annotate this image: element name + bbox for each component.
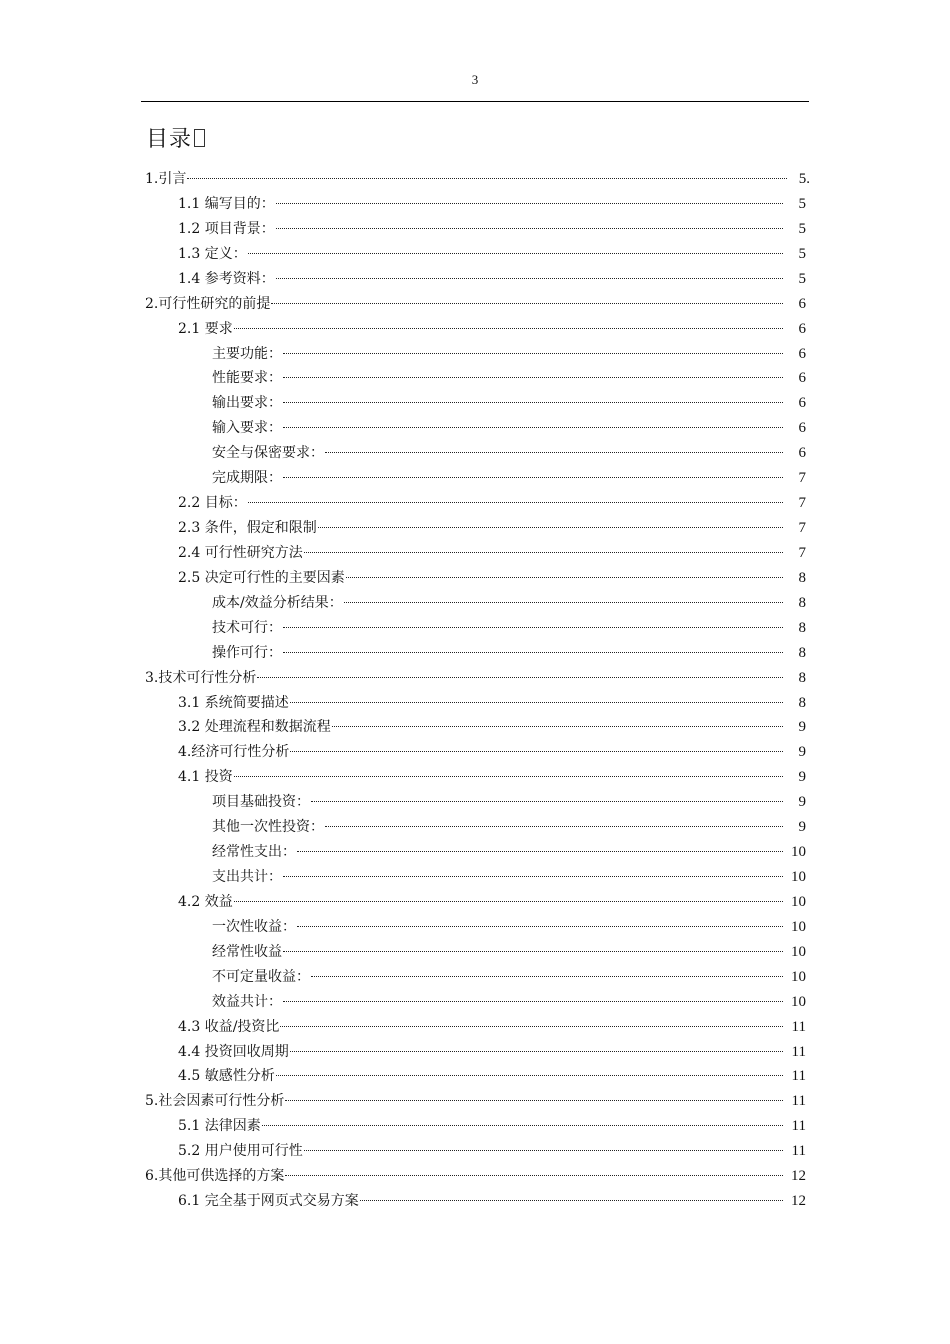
toc-entry-page: 5 [798,270,806,287]
toc-entry-page: 12 [791,1193,806,1210]
toc-entry[interactable] [212,815,806,840]
toc-entry-page: 10 [791,918,806,935]
toc-dot-leader [283,353,783,354]
toc-entry-label: 1.4 参考资料： [178,270,275,287]
toc-entry-page: 11 [791,1068,806,1085]
toc-dot-leader [290,751,783,752]
toc-dot-leader [285,1175,783,1176]
toc-dot-leader [360,1200,783,1201]
toc-entry-label: 2.2 目标： [178,495,247,512]
toc-entry-page: 10 [791,893,806,910]
toc-title-text: 目录 [146,127,193,152]
toc-entry-label: 5.1 法律因素 [178,1118,261,1135]
toc-entry-page: 11 [791,1118,806,1135]
toc-entry-page: 12 [791,1168,806,1185]
toc-entry[interactable] [145,1089,806,1114]
toc-entry[interactable] [145,167,810,192]
toc-dot-leader [276,228,783,229]
toc-entry-label: 6.其他可供选择的方案 [145,1168,285,1185]
toc-entry[interactable] [212,616,806,641]
toc-entry-label: 5.2 用户使用可行性 [178,1143,303,1160]
toc-entry-label: 1.2 项目背景： [178,220,275,237]
toc-entry-label: 不可定量收益： [212,968,310,985]
toc-entry-label: 项目基础投资： [212,794,310,811]
toc-dot-leader [304,552,783,553]
toc-entry-page: 6 [798,320,806,337]
toc-dot-leader [248,502,783,503]
toc-dot-leader [290,1051,783,1052]
toc-dot-leader [283,377,783,378]
toc-entry[interactable] [212,990,806,1015]
toc-entry[interactable] [212,416,806,441]
toc-entry-page: 8 [798,694,806,711]
toc-entry-page: 5 [798,220,806,237]
toc-entry[interactable] [178,317,806,342]
toc-entry[interactable] [178,491,806,516]
toc-entry-label: 6.1 完全基于网页式交易方案 [178,1193,359,1210]
toc-dot-leader [262,1125,783,1126]
toc-entry-page: 10 [791,844,806,861]
toc-entry-page: 9 [798,769,806,786]
toc-entry-label: 4.1 投资 [178,769,233,786]
toc-entry[interactable] [212,940,806,965]
toc-entry-page: 11 [791,1043,806,1060]
toc-entry[interactable] [178,765,806,790]
toc-dot-leader [311,801,783,802]
toc-entry[interactable] [178,1189,806,1214]
toc-entry-label: 4.3 收益/投资比 [178,1018,280,1035]
toc-entry-label: 主要功能： [212,345,282,362]
toc-entry-label: 支出共计： [212,869,282,886]
toc-dot-leader [297,926,783,927]
toc-entry[interactable] [178,217,806,242]
toc-entry[interactable] [212,915,806,940]
toc-entry-page: 10 [791,869,806,886]
toc-entry[interactable] [178,242,806,267]
toc-dot-leader [346,577,783,578]
toc-entry[interactable] [178,1064,806,1089]
toc-dot-leader [276,203,783,204]
toc-entry-page: 6 [798,445,806,462]
toc-entry-page: 8 [798,594,806,611]
toc-entry-label: 2.3 条件，假定和限制 [178,520,317,537]
toc-entry-page: 7 [798,544,806,561]
toc-entry-page: 6 [798,370,806,387]
toc-entry-page: 6 [798,395,806,412]
toc-entry[interactable] [212,790,806,815]
toc-dot-leader [234,328,783,329]
toc-entry-page: 11 [791,1018,806,1035]
toc-entry-label: 3.1 系统简要描述 [178,694,289,711]
toc-entry-page: 6 [798,295,806,312]
toc-entry[interactable] [178,541,806,566]
toc-entry-label: 完成期限： [212,470,282,487]
toc-entry-label: 3.技术可行性分析 [145,669,257,686]
toc-dot-leader [276,1075,783,1076]
toc-entry[interactable] [178,267,806,292]
toc-entry-label: 效益共计： [212,993,282,1010]
toc-entry-label: 2.5 决定可行性的主要因素 [178,569,345,586]
toc-entry-page: 9 [798,819,806,836]
toc-entry-page: 6 [798,420,806,437]
toc-dot-leader [280,1026,783,1027]
toc-entry-label: 1.引言 [145,171,187,187]
toc-entry[interactable] [178,192,806,217]
toc-entry-page: 8 [798,619,806,636]
toc-entry-label: 性能要求： [212,370,282,387]
toc-dot-leader [311,976,783,977]
toc-dot-leader [318,527,783,528]
toc-entry-page: 9 [798,744,806,761]
toc-entry[interactable] [178,1040,806,1065]
toc-entry[interactable] [178,740,806,765]
toc-entry-label: 4.经济可行性分析 [178,744,290,761]
toc-entry-label: 操作可行： [212,644,282,661]
toc-entry[interactable] [178,1139,806,1164]
toc-dot-leader [187,178,787,179]
toc-entry[interactable] [178,691,806,716]
toc-entry-label: 4.2 效益 [178,893,233,910]
toc-entry[interactable] [178,1114,806,1139]
toc-entry-label: 2.可行性研究的前提 [145,295,271,312]
toc-dot-leader [283,652,783,653]
toc-entry-page: 5 [798,195,806,212]
missing-glyph-icon [194,129,205,147]
toc-dot-leader [234,776,783,777]
toc-dot-leader [325,452,783,453]
toc-entry[interactable] [145,292,806,317]
toc-entry-page: 10 [791,968,806,985]
toc-entry-label: 5.社会因素可行性分析 [145,1093,285,1110]
toc-entry-label: 输入要求： [212,420,282,437]
toc-entry-page: 9 [798,719,806,736]
toc-entry[interactable] [212,591,806,616]
toc-entry-page: 7 [798,495,806,512]
toc-dot-leader [297,851,783,852]
toc-entry[interactable] [178,715,806,740]
toc-dot-leader [283,427,783,428]
toc-entry-page: 7 [798,520,806,537]
toc-entry-label: 输出要求： [212,395,282,412]
toc-entry-page: 11 [791,1093,806,1110]
toc-entry-page: 5 [798,245,806,262]
toc-entry-label: 4.4 投资回收周期 [178,1043,289,1060]
toc-entry-label: 1.1 编写目的： [178,195,275,212]
toc-dot-leader [248,253,783,254]
toc-entry[interactable] [178,890,806,915]
toc-entry[interactable] [178,566,806,591]
toc-entry[interactable] [178,1015,806,1040]
toc-dot-leader [283,876,783,877]
toc-entry[interactable] [212,441,806,466]
toc-title [146,122,205,153]
toc-dot-leader [283,477,783,478]
page-number: 3 [471,72,479,87]
toc-entry[interactable] [212,342,806,367]
toc-entry-label: 成本/效益分析结果： [212,594,343,611]
toc-entry-page: 8 [798,669,806,686]
toc-dot-leader [271,303,783,304]
toc-entry-label: 2.4 可行性研究方法 [178,544,303,561]
toc-entry-label: 2.1 要求 [178,320,233,337]
toc-entry-label: 1.3 定义： [178,245,247,262]
toc-entry-label: 经常性收益 [212,943,282,960]
toc-entry-label: 一次性收益： [212,918,296,935]
toc-entry-page: 10 [791,943,806,960]
toc-entry-label: 3.2 处理流程和数据流程 [178,719,331,736]
toc-dot-leader [283,627,783,628]
toc-dot-leader [234,901,783,902]
toc-dot-leader [276,278,783,279]
toc-entry[interactable] [212,865,806,890]
toc-dot-leader [290,702,783,703]
header-rule [141,101,809,102]
toc-dot-leader [304,1150,783,1151]
toc-entry-label: 安全与保密要求： [212,445,324,462]
toc-dot-leader [344,602,783,603]
toc-entry-label: 经常性支出： [212,844,296,861]
toc-entry[interactable] [212,840,806,865]
toc-entry-page: 5. [798,171,810,187]
toc-dot-leader [283,402,783,403]
toc-entry-label: 技术可行： [212,619,282,636]
toc-entry[interactable] [212,366,806,391]
toc-entry-page: 8 [798,569,806,586]
toc-entry[interactable] [178,516,806,541]
toc-entry-label: 其他一次性投资： [212,819,324,836]
toc-dot-leader [332,726,783,727]
toc-dot-leader [325,826,783,827]
toc-dot-leader [257,677,783,678]
toc-entry-label: 4.5 敏感性分析 [178,1068,275,1085]
toc-dot-leader [283,951,783,952]
toc-dot-leader [283,1001,783,1002]
toc-entry[interactable] [212,965,806,990]
toc-entry-page: 10 [791,993,806,1010]
toc-dot-leader [285,1100,783,1101]
toc-entry-page: 11 [791,1143,806,1160]
toc-entry-page: 8 [798,644,806,661]
toc-entry-page: 6 [798,345,806,362]
toc-entry[interactable] [145,1164,806,1189]
toc-entry[interactable] [212,391,806,416]
toc-entry[interactable] [212,466,806,491]
toc-entry-page: 9 [798,794,806,811]
toc-entry[interactable] [212,641,806,666]
toc-entry[interactable] [145,666,806,691]
toc-entry-page: 7 [798,470,806,487]
